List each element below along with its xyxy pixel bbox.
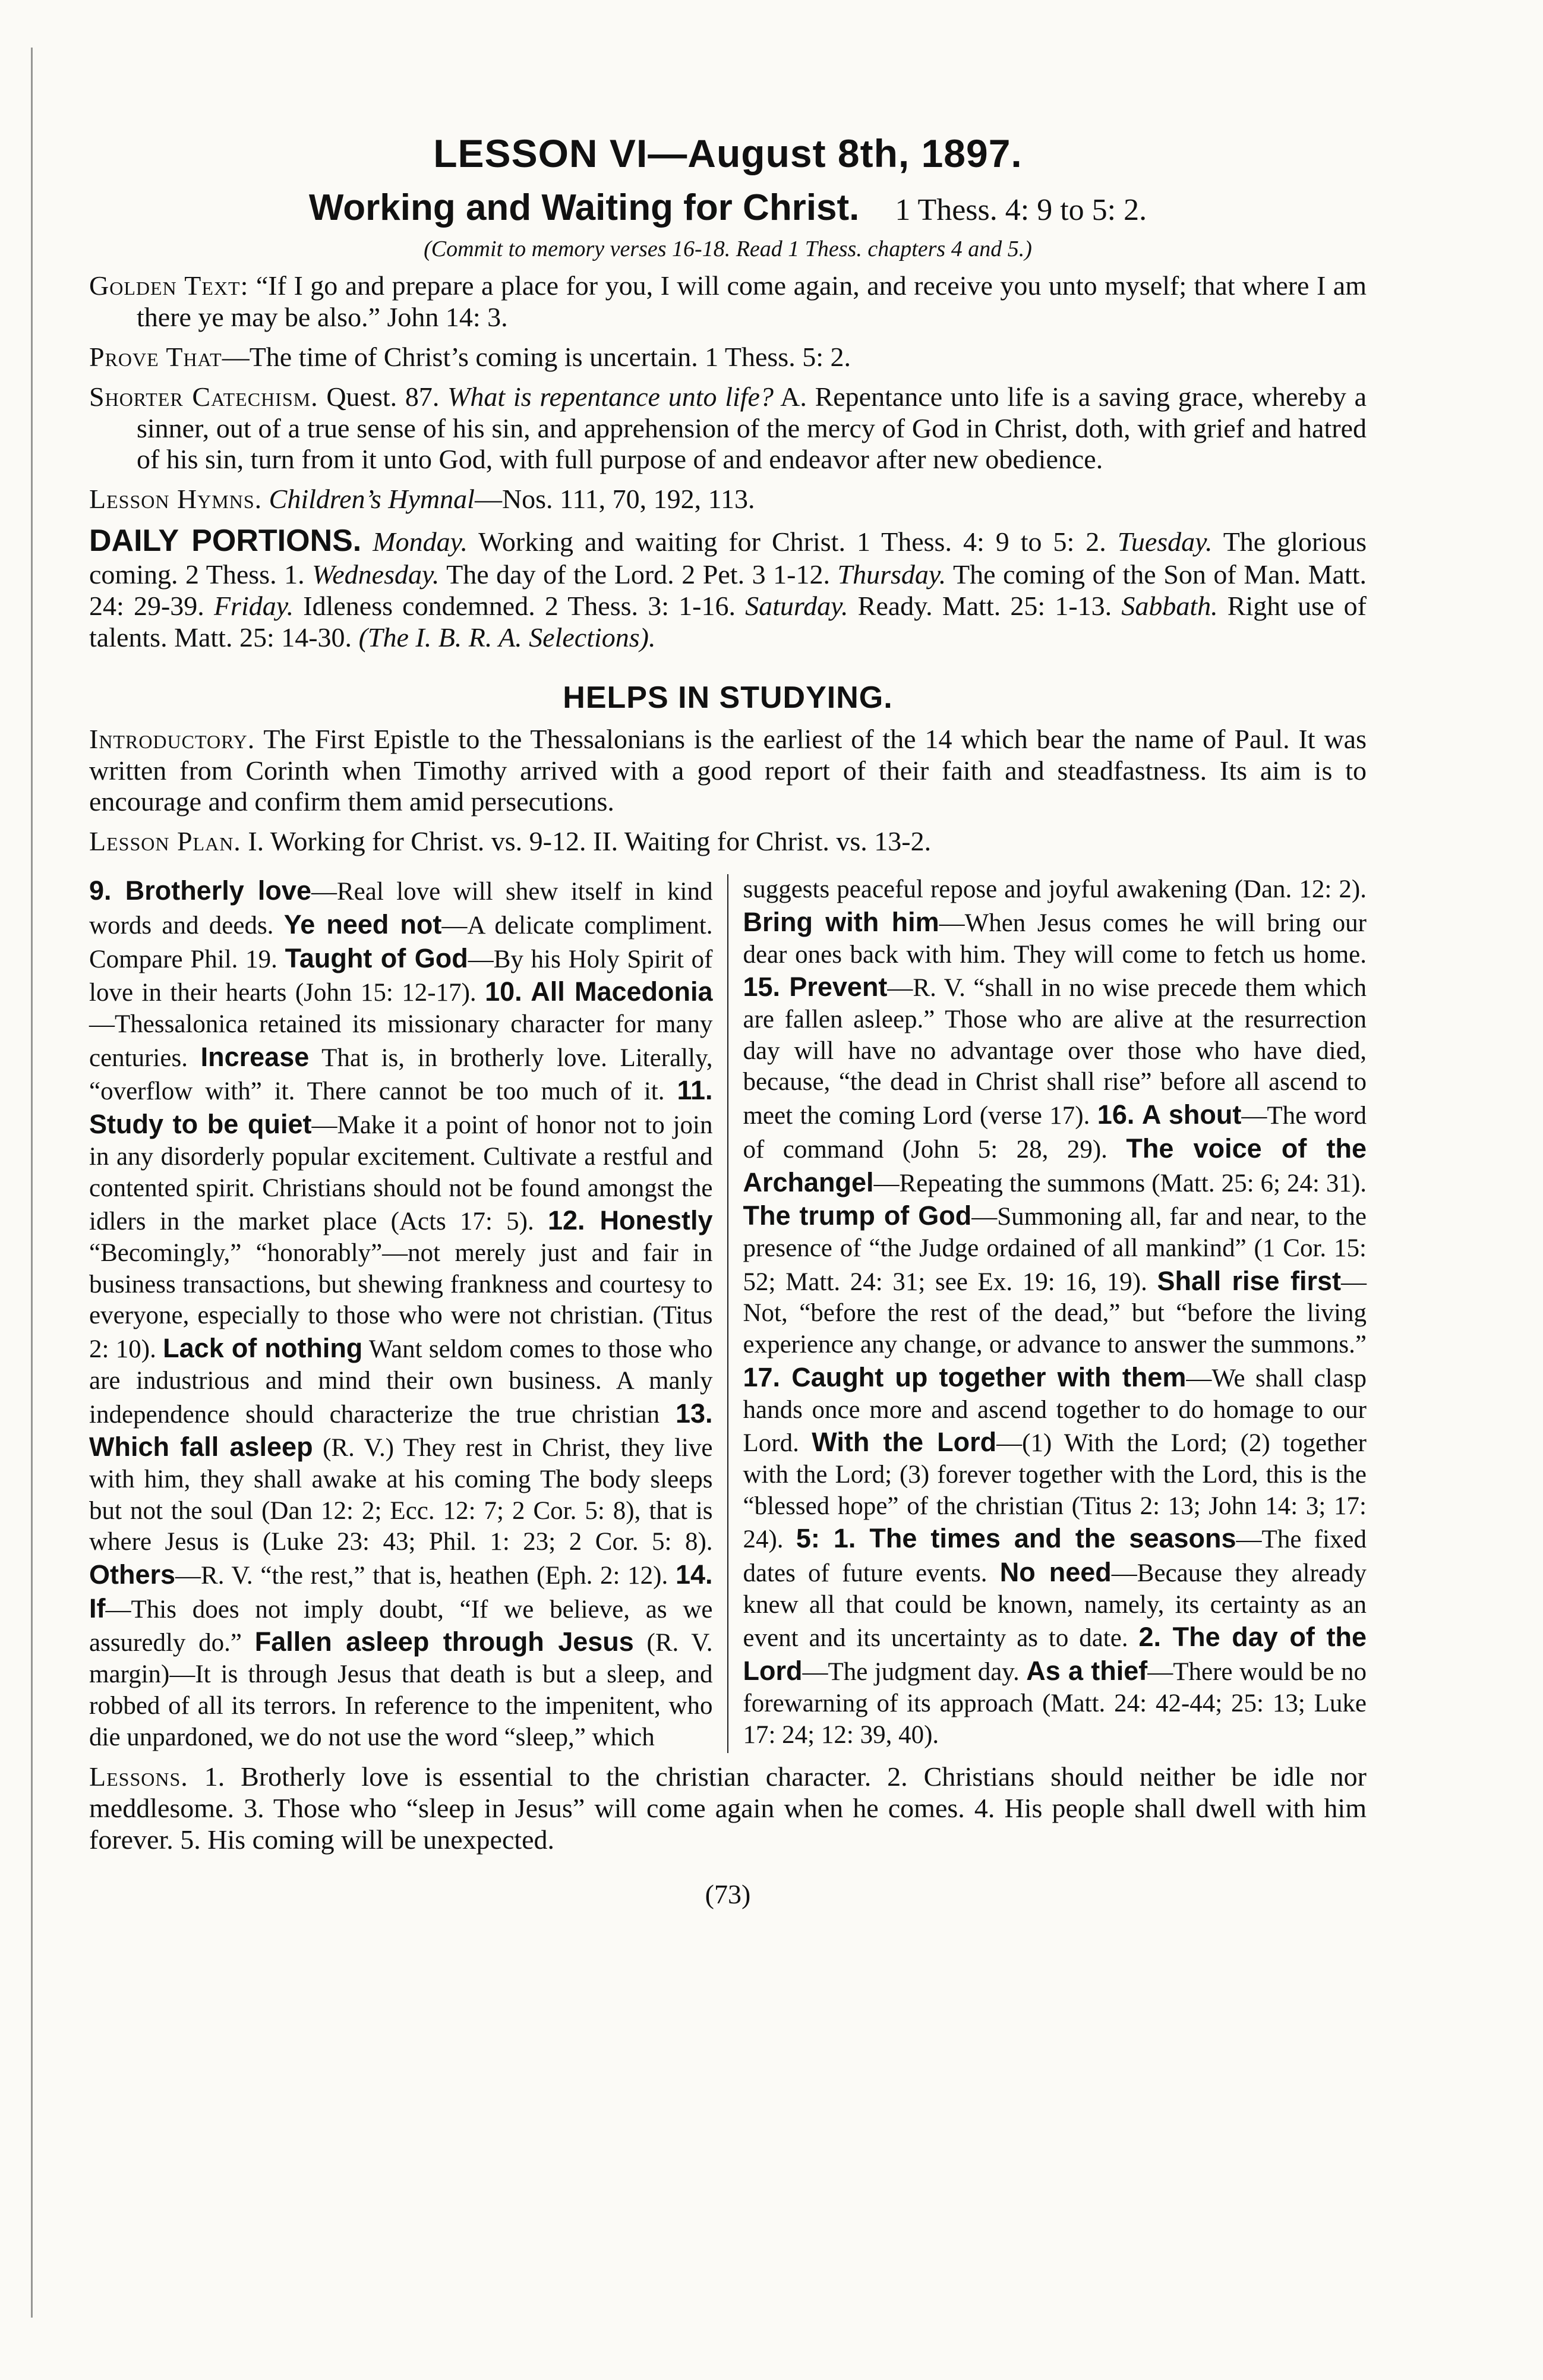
shorter-catechism xyxy=(89,382,1367,476)
note-text: suggests peaceful repose and joyful awakening (Dan. 12: 2). xyxy=(743,875,1367,904)
introductory-label: Introductory. xyxy=(89,723,255,754)
note-heading: 13. Which fall asleep xyxy=(89,1398,713,1462)
note-text: —This does not imply doubt, “If we believe, as we assuredly do.” xyxy=(89,1595,713,1657)
note-text: —The judgment day. xyxy=(802,1658,1027,1687)
note-text: —Real love will shew itself in kind words and deeds. xyxy=(89,878,713,940)
daily-day: Monday. xyxy=(373,527,468,557)
page-number: (73) xyxy=(705,1878,751,1909)
note-heading: Fallen asleep through Jesus xyxy=(254,1626,634,1657)
introductory xyxy=(89,724,1367,818)
note-heading: 2. The day of the Lord xyxy=(743,1622,1367,1687)
note-heading: 17. Caught up together with them xyxy=(743,1361,1187,1392)
note-heading: 16. A shout xyxy=(1097,1099,1242,1130)
note-text: Want seldom comes to those who are industrious and mind their own business. A manly independence should characterize the true christian xyxy=(89,1335,713,1429)
note-heading: 15. Prevent xyxy=(743,972,888,1003)
catechism-question: What is repentance unto life? xyxy=(447,381,774,412)
lesson-plan-label: Lesson Plan. xyxy=(89,826,241,857)
note-text: —We shall clasp hands once more and ascend together to do homage to our Lord. xyxy=(743,1364,1367,1458)
daily-day: Thursday. xyxy=(837,559,946,590)
note-heading: 11. Study to be quiet xyxy=(89,1075,713,1140)
helps-heading: HELPS IN STUDYING. xyxy=(563,680,893,715)
daily-portions xyxy=(89,524,1367,653)
note-text: (R. V. margin)—It is through Jesus that death is but a sleep, and robbed of all its terrors. In reference to the impenitent, who die unpardoned, we do not use the word “sleep,” which xyxy=(89,1629,713,1751)
note-text: —By his Holy Spirit of love in their hearts (John 15: 12-17). xyxy=(89,945,713,1007)
note-text: —(1) With the Lord; (2) together with the Lord; (3) forever together with the Lord, this is the “blessed hope” of the christian (Titus 2: 13; John 14: 3; 17: 24). xyxy=(743,1429,1367,1554)
daily-day: Sabbath. xyxy=(1121,590,1218,621)
note-text: —The fixed dates of future events. xyxy=(743,1525,1367,1588)
lesson-plan xyxy=(89,826,1367,858)
note-heading: Ye need not xyxy=(283,909,442,940)
daily-day: Wednesday. xyxy=(312,559,440,590)
lesson-title: LESSON VI—August 8th, 1897. xyxy=(433,131,1023,175)
note-text: “Becomingly,” “honorably”—not merely just and fair in business transactions, but shewing frankness and courtesy to everyone, especially to those who were not christian. (Titus 2: 10). xyxy=(89,1239,713,1364)
daily-reading: The coming of the Son of Man. Matt. 24: 29-39. xyxy=(89,559,1367,621)
note-text: —R. V. “the rest,” that is, heathen (Eph. 2: 12). xyxy=(175,1562,676,1590)
note-heading: 12. Honestly xyxy=(547,1205,713,1236)
lesson-theme: Working and Waiting for Christ. xyxy=(308,187,860,228)
note-text: (R. V.) They rest in Christ, they live with him, they shall awake at his coming The body sleeps but not the soul (Dan 12: 2; Ecc. 12: 7; 2 Cor. 5: 8), that is where Jesus is (Luke 23: 43; Phil. 1: 23; 2 Cor. 5: 8). xyxy=(89,1434,713,1556)
memory-note: (Commit to memory verses 16-18. Read 1 Thess. chapters 4 and 5.) xyxy=(424,237,1032,261)
note-heading: No need xyxy=(999,1557,1112,1588)
note-text: That is, in brotherly love. Literally, “overflow with” it. There cannot be too much of it. xyxy=(89,1044,713,1106)
note-heading: As a thief xyxy=(1026,1656,1148,1687)
notes-left-column xyxy=(89,874,713,1753)
note-heading: Increase xyxy=(200,1041,310,1072)
note-text: —R. V. “shall in no wise precede them which are fallen asleep.” Those who are alive at the resurrection day will have no advantage over those who have died, because, “the dead in Christ shall rise” before all ascend to meet the coming Lord (verse 17). xyxy=(743,974,1367,1130)
daily-day: Friday. xyxy=(213,590,294,621)
note-heading: 14. If xyxy=(89,1559,713,1624)
note-text: —The word of command (John 5: 28, 29). xyxy=(743,1102,1367,1164)
note-text: —Thessalonica retained its missionary character for many centuries. xyxy=(89,1010,713,1072)
note-text: —There would be no forewarning of its approach (Matt. 24: 42-44; 25: 13; Luke 17: 24; 12: 39, 40). xyxy=(743,1658,1367,1749)
hymnal-title: Children’s Hymnal xyxy=(269,484,475,515)
daily-day: Saturday. xyxy=(745,590,848,621)
daily-reading: Working and waiting for Christ. 1 Thess. 4: 9 to 5: 2. xyxy=(467,527,1118,557)
daily-reading: The glorious coming. 2 Thess. 1. xyxy=(89,527,1367,590)
note-text: —Summoning all, far and near, to the presence of “the Judge ordained of all mankind” (1 Cor. 15: 52; Matt. 24: 31; see Ex. 19: 16, 19). xyxy=(743,1203,1367,1296)
lessons-label: Lessons. xyxy=(89,1761,188,1792)
theme-line xyxy=(89,187,1367,229)
prove-that-label: Prove That xyxy=(89,341,222,372)
golden-text xyxy=(89,270,1367,333)
note-text: —Because they already knew all that could be known, namely, its certainty as an event and its uncertainty as to date. xyxy=(743,1559,1367,1653)
note-heading: Taught of God xyxy=(285,942,468,973)
notes-columns xyxy=(89,874,1367,1753)
note-heading: The voice of the Archangel xyxy=(743,1133,1367,1197)
hymns-label: Lesson Hymns. xyxy=(89,484,263,515)
note-heading: Bring with him xyxy=(743,906,939,937)
lesson-header xyxy=(89,131,1367,229)
note-text: —Repeating the summons (Matt. 25: 6; 24: 31). xyxy=(873,1169,1367,1197)
lesson-hymns xyxy=(89,484,1367,515)
page xyxy=(89,119,1367,1910)
scripture-reference: 1 Thess. 4: 9 to 5: 2. xyxy=(895,193,1147,227)
daily-day: Tuesday. xyxy=(1117,527,1213,557)
lessons-body: 1. Brotherly love is essential to the christian character. 2. Christians should neither be idle nor meddlesome. 3. Those who “sleep in Jesus” will come again when he comes. 4. His people shall dwell with him forever. 5. His coming will be unexpected. xyxy=(89,1761,1367,1855)
catechism-label: Shorter Catechism. xyxy=(89,381,318,412)
lesson-plan-body: I. Working for Christ. vs. 9-12. II. Waiting for Christ. vs. 13-2. xyxy=(248,826,932,857)
introductory-body: The First Epistle to the Thessalonians is the earliest of the 14 which bear the name of Paul. It was written from Corinth when Timothy arrived with a good report of their faith and steadfastness. Its aim is to encourage and confirm them amid persecutions. xyxy=(89,723,1367,817)
golden-text-label: Golden Text: xyxy=(89,270,249,301)
prove-that-body: —The time of Christ’s coming is uncertain. 1 Thess. 5: 2. xyxy=(222,341,851,372)
catechism-quest: Quest. 87. xyxy=(326,381,440,412)
note-heading: Shall rise first xyxy=(1157,1265,1341,1296)
notes-right-column xyxy=(743,874,1367,1753)
daily-source: (The I. B. R. A. Selections). xyxy=(358,622,656,652)
note-text: —A delicate compliment. Compare Phil. 19. xyxy=(89,911,713,973)
daily-reading: The day of the Lord. 2 Pet. 3 1-12. xyxy=(439,559,838,590)
daily-reading: Ready. Matt. 25: 1-13. xyxy=(848,590,1122,621)
note-heading: 10. All Macedonia xyxy=(485,976,713,1007)
prove-that xyxy=(89,342,1367,373)
catechism-answer: A. Repentance unto life is a saving grace, whereby a sinner, out of a true sense of his sin, and apprehension of the mercy of God in Christ, doth, with grief and hatred of his sin, turn from it unto God, with full purpose of and endeavor after new obedience. xyxy=(137,381,1367,475)
hymn-numbers: —Nos. 111, 70, 192, 113. xyxy=(474,484,755,515)
note-heading: With the Lord xyxy=(812,1427,997,1458)
binding-edge xyxy=(31,48,33,2318)
daily-portions-heading: DAILY PORTIONS. xyxy=(89,524,362,559)
note-text: —Not, “before the rest of the dead,” but “before the living experience any change, or advance to answer the summons.” xyxy=(743,1268,1367,1359)
note-text: —When Jesus comes he will bring our dear ones back with him. They will come to fetch us home. xyxy=(743,909,1367,969)
lessons xyxy=(89,1761,1367,1856)
note-heading: 9. Brotherly love xyxy=(89,875,311,906)
note-heading: The trump of God xyxy=(743,1200,972,1231)
daily-reading: Idleness condemned. 2 Thess. 3: 1-16. xyxy=(294,590,746,621)
column-divider xyxy=(727,874,729,1753)
note-heading: Others xyxy=(89,1559,176,1590)
note-heading: 5: 1. The times and the seasons xyxy=(796,1523,1236,1554)
golden-text-body: “If I go and prepare a place for you, I will come again, and receive you unto myself; that where I am there ye may be also.” John 14: 3. xyxy=(137,270,1367,332)
note-heading: Lack of nothing xyxy=(163,1333,363,1364)
daily-reading: Right use of talents. Matt. 25: 14-30. xyxy=(89,590,1367,652)
note-text: —Make it a point of honor not to join in any disorderly popular excitement. Cultivate a restful and contented spirit. Christians should not be found amongst the idlers in the market place (Acts 17: 5). xyxy=(89,1111,713,1236)
